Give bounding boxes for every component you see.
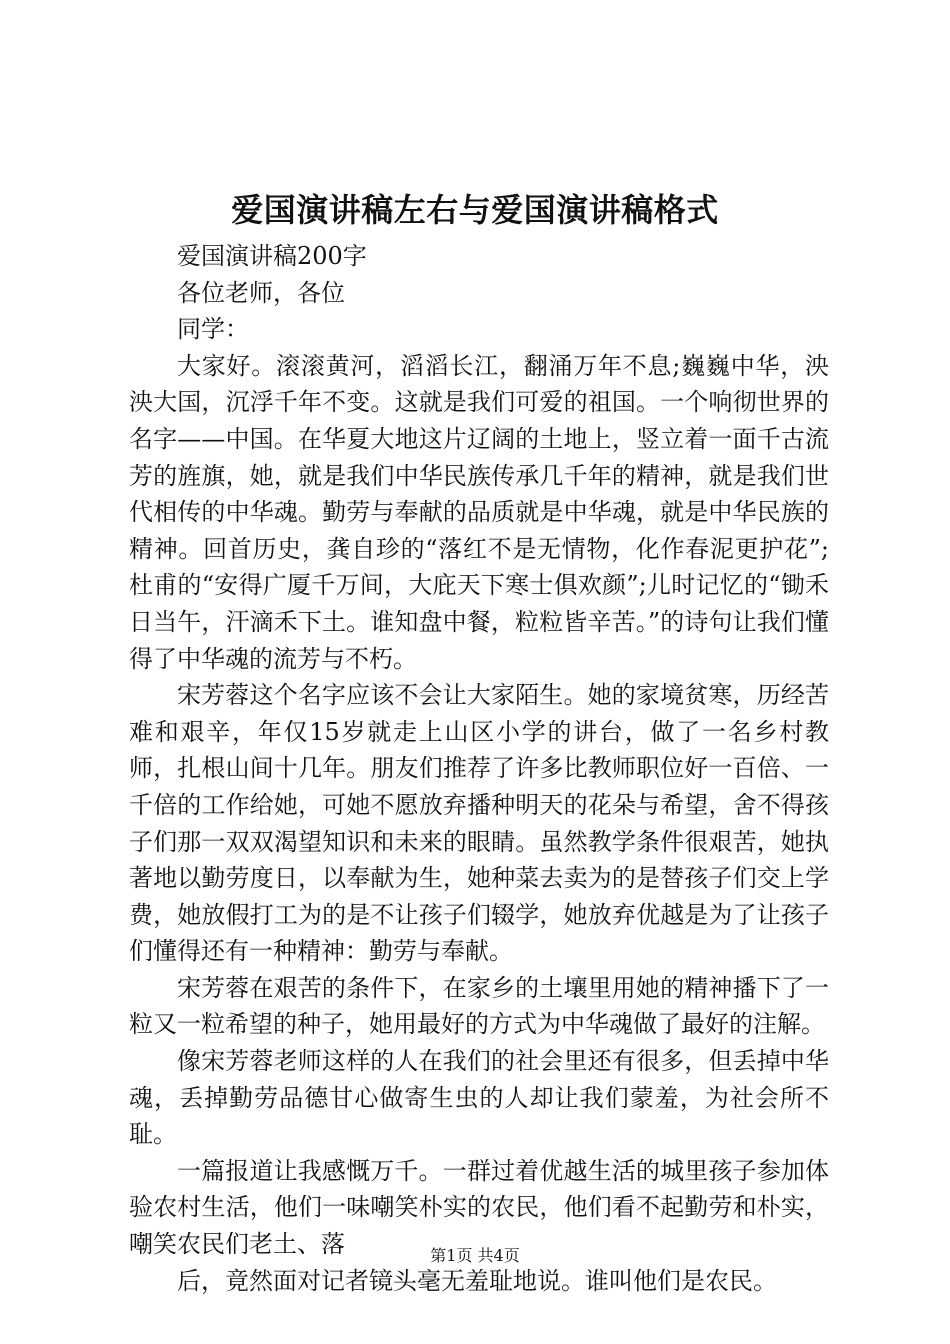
paragraph-song-fangrong: 宋芳蓉这个名字应该不会让大家陌生。她的家境贫寒，历经苦难和艰辛，年仅15岁就走上山区小学的讲台，做了一名乡村教师，扎根山间十几年。朋友们推荐了许多比教师职位好一百倍、一千倍的工作给她，可她不愿放弃播种明天的花朵与希望，舍不得孩子们那一双双渴望知识和未来的眼睛。虽然教学条件很艰苦，她执著地以勤劳度日，以奉献为生，她种菜去卖为的是替孩子们交上学费，她放假打工为的是不让孩子们辍学，她放弃优越是为了让孩子们懂得还有一种精神：勤劳与奉献。: [129, 681, 829, 966]
paragraph-seeds-of-hope: 宋芳蓉在艰苦的条件下，在家乡的土壤里用她的精神播下了一粒又一粒希望的种子，她用最好的方式为中华魂做了最好的注解。: [129, 973, 829, 1039]
document-body: [129, 238, 829, 1299]
paragraph-salutation: 各位老师，各位: [177, 278, 345, 307]
paragraph-intro: 大家好。滚滚黄河，滔滔长江，翻涌万年不息;巍巍中华，泱泱大国，沉浮千年不变。这就是我们可爱的祖国。一个响彻世界的名字——中国。在华夏大地这片辽阔的土地上，竖立着一面千古流芳的旌旗，她，就是我们中华民族传承几千年的精神，就是我们世代相传的中华魂。勤劳与奉献的品质就是中华魂，就是中华民族的精神。回首历史，龚自珍的“落红不是无情物，化作春泥更护花”;杜甫的“安得广厦千万间，大庇天下寒士俱欢颜”;儿时记忆的“锄禾日当午，汗滴禾下土。谁知盘中餐，粒粒皆辛苦。”的诗句让我们懂得了中华魂的流芳与不朽。: [129, 351, 829, 673]
paragraph-salutation-cont: 同学：: [177, 315, 249, 344]
paragraph-subtitle: 爱国演讲稿200字: [177, 242, 367, 270]
paragraph-report: 一篇报道让我感慨万千。一群过着优越生活的城里孩子参加体验农村生活，他们一味嘲笑朴实的农民，他们看不起勤劳和朴实，嘲笑农民们老土、落: [129, 1156, 829, 1259]
document-title: 爱国演讲稿左右与爱国演讲稿格式: [231, 191, 719, 229]
paragraph-report-cont: 后，竟然面对记者镜头毫无羞耻地说。谁叫他们是农民。: [177, 1266, 777, 1295]
page-number: 第1页 共4页: [430, 1246, 520, 1265]
paragraph-society: 像宋芳蓉老师这样的人在我们的社会里还有很多，但丢掉中华魂，丢掉勤劳品德甘心做寄生虫的人却让我们蒙羞，为社会所不耻。: [129, 1047, 829, 1149]
